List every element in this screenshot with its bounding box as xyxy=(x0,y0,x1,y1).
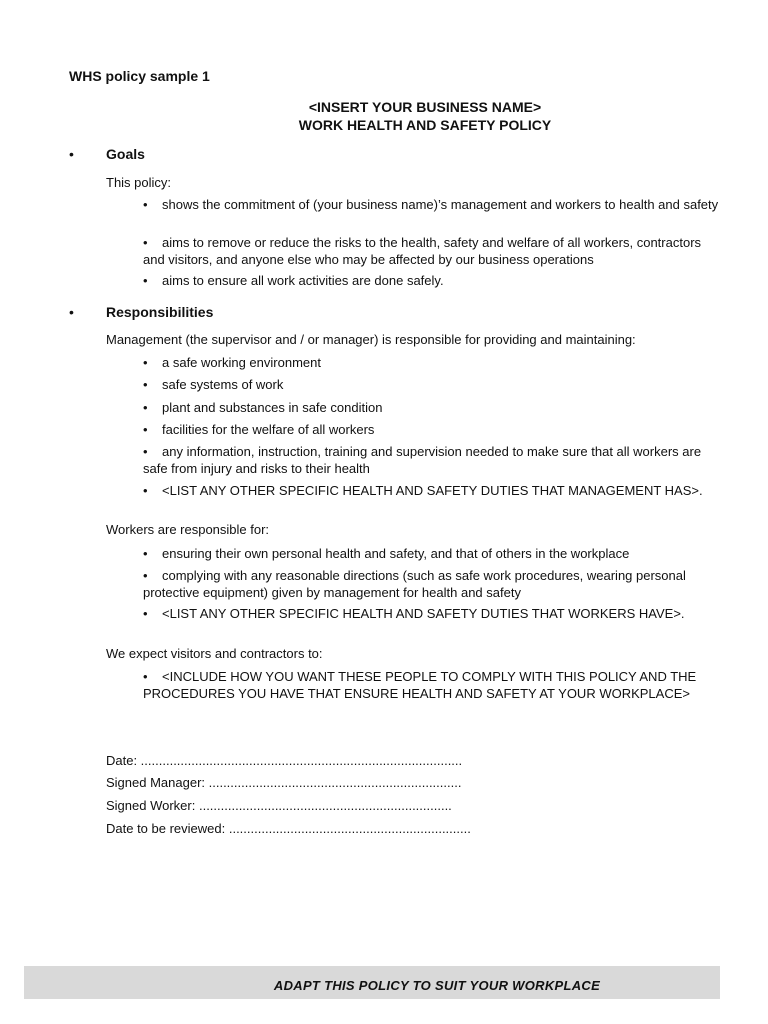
bullet-icon: • xyxy=(143,273,148,288)
list-item xyxy=(143,354,723,371)
policy-title: WORK HEALTH AND SAFETY POLICY xyxy=(298,117,552,133)
list-item xyxy=(143,234,723,268)
list-item-text: <LIST ANY OTHER SPECIFIC HEALTH AND SAFETY DUTIES THAT MANAGEMENT HAS>. xyxy=(162,483,703,498)
responsibilities-heading: Responsibilities xyxy=(106,304,214,320)
list-item xyxy=(143,668,723,702)
bullet-icon: • xyxy=(143,606,148,621)
business-name-placeholder: <INSERT YOUR BUSINESS NAME> xyxy=(308,99,542,115)
list-item xyxy=(143,272,723,289)
list-item xyxy=(143,605,723,622)
signed-manager-field[interactable]: Signed Manager: ...................................................................... xyxy=(106,775,462,790)
bullet-icon: • xyxy=(143,197,148,212)
list-item xyxy=(143,196,723,213)
list-item xyxy=(143,545,723,562)
list-item-text: plant and substances in safe condition xyxy=(162,400,383,415)
footer-text xyxy=(24,978,720,993)
document-label: WHS policy sample 1 xyxy=(69,68,210,84)
bullet-icon: • xyxy=(143,235,148,250)
list-item-text: complying with any reasonable directions (such as safe work procedures, wearing personal protective equipment) given by management for health and safety xyxy=(143,568,686,600)
list-item-text: safe systems of work xyxy=(162,377,284,392)
title-block xyxy=(0,98,768,134)
bullet-icon: • xyxy=(143,355,148,370)
signed-worker-field[interactable]: Signed Worker: ...................................................................... xyxy=(106,798,452,813)
goals-bullet: • xyxy=(69,146,74,162)
goals-heading: Goals xyxy=(106,146,145,162)
list-item-text: facilities for the welfare of all workers xyxy=(162,422,375,437)
bullet-icon: • xyxy=(143,422,148,437)
footer-label: ADAPT THIS POLICY TO SUIT YOUR WORKPLACE xyxy=(273,978,601,993)
list-item xyxy=(143,567,723,601)
list-item-text: a safe working environment xyxy=(162,355,321,370)
list-item-text: ensuring their own personal health and safety, and that of others in the workplace xyxy=(162,546,630,561)
list-item-text: aims to ensure all work activities are done safely. xyxy=(162,273,444,288)
list-item xyxy=(143,482,723,499)
list-item-text: <LIST ANY OTHER SPECIFIC HEALTH AND SAFETY DUTIES THAT WORKERS HAVE>. xyxy=(162,606,685,621)
visitors-intro: We expect visitors and contractors to: xyxy=(106,646,323,661)
bullet-icon: • xyxy=(143,546,148,561)
list-item-text: shows the commitment of (your business name)’s management and workers to health and safety xyxy=(162,197,719,212)
goals-intro: This policy: xyxy=(106,175,172,190)
bullet-icon: • xyxy=(143,400,148,415)
list-item xyxy=(143,421,723,438)
bullet-icon: • xyxy=(143,377,148,392)
bullet-icon: • xyxy=(143,444,148,459)
list-item-text: aims to remove or reduce the risks to the health, safety and welfare of all workers, contractors and visitors, and anyone else who may be affected by our business operations xyxy=(143,235,702,267)
management-intro: Management (the supervisor and / or manager) is responsible for providing and maintaining: xyxy=(106,332,636,347)
list-item xyxy=(143,376,723,393)
bullet-icon: • xyxy=(143,568,148,583)
list-item xyxy=(143,443,723,477)
date-field[interactable]: Date: ......................................................................................... xyxy=(106,753,463,768)
list-item xyxy=(143,399,723,416)
list-item-text: <INCLUDE HOW YOU WANT THESE PEOPLE TO COMPLY WITH THIS POLICY AND THE PROCEDURES YOU HAVE THAT ENSURE HEALTH AND SAFETY AT YOUR WORKPLACE> xyxy=(143,669,697,701)
workers-intro: Workers are responsible for: xyxy=(106,522,270,537)
bullet-icon: • xyxy=(143,483,148,498)
review-date-field[interactable]: Date to be reviewed: ................................................................... xyxy=(106,821,471,836)
list-item-text: any information, instruction, training and supervision needed to make sure that all workers are safe from injury and risks to their health xyxy=(143,444,702,476)
footer-bar xyxy=(24,966,720,999)
responsibilities-bullet: • xyxy=(69,304,74,320)
bullet-icon: • xyxy=(143,669,148,684)
